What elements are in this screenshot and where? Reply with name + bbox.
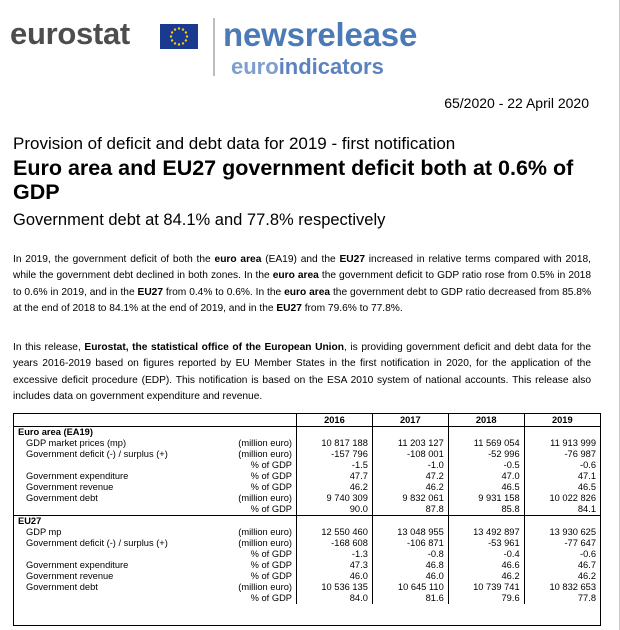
table-cell: 46.0: [372, 571, 448, 582]
row-label: GDP market prices (mp): [26, 438, 127, 448]
table-cell: 85.8: [448, 504, 524, 516]
table-row: [14, 538, 600, 549]
table-cell: -1.3: [297, 549, 373, 560]
table-row: [14, 504, 600, 516]
row-label: Government deficit (-) / surplus (+): [26, 538, 168, 548]
table-row: [14, 593, 600, 604]
row-label: Government revenue: [26, 571, 114, 581]
table-cell: -157 796: [297, 449, 373, 460]
year-header: 2019: [524, 414, 600, 427]
table-cell: -0.4: [448, 549, 524, 560]
table-cell: -1.5: [297, 460, 373, 471]
table-cell: 84.0: [297, 593, 373, 604]
table-cell: 46.7: [524, 560, 600, 571]
table-cell: -77 647: [524, 538, 600, 549]
table-cell: 10 645 110: [372, 582, 448, 593]
euroindicators-prefix: euro: [231, 54, 279, 79]
table-cell: 47.2: [372, 471, 448, 482]
table-cell: 13 492 897: [448, 527, 524, 538]
table-cell: 46.0: [297, 571, 373, 582]
year-header: 2018: [448, 414, 524, 427]
euroindicators-label: [231, 54, 384, 80]
table-cell: -0.5: [448, 460, 524, 471]
table-cell: 10 739 741: [448, 582, 524, 593]
table-cell: 81.6: [372, 593, 448, 604]
table-cell: -168 608: [297, 538, 373, 549]
article-headline: Euro area and EU27 government deficit both at 0.6% of GDP: [13, 156, 574, 204]
euroindicators-suffix: indicators: [278, 54, 384, 79]
row-unit: (million euro): [238, 538, 292, 548]
table-cell: -0.6: [524, 549, 600, 560]
table-cell: -108 001: [372, 449, 448, 460]
table-body: [14, 414, 600, 604]
row-label: Government debt: [26, 582, 98, 592]
table-cell: 13 048 955: [372, 527, 448, 538]
table-cell: 46.2: [297, 482, 373, 493]
table-row: [14, 527, 600, 538]
table-cell: 79.6: [448, 593, 524, 604]
row-label: Government expenditure: [26, 560, 129, 570]
table-cell: 10 817 188: [297, 438, 373, 449]
row-unit: % of GDP: [250, 549, 292, 559]
table-row: [14, 560, 600, 571]
table-cell: 11 203 127: [372, 438, 448, 449]
release-header: [10, 14, 610, 84]
release-reference: 65/2020 - 22 April 2020: [444, 95, 589, 111]
eurostat-logo-text: eurostat: [10, 16, 130, 51]
row-unit: (million euro): [238, 527, 292, 537]
row-label: [14, 593, 210, 604]
table-cell: 10 832 653: [524, 582, 600, 593]
table-group-row: [14, 427, 600, 439]
table-cell: 47.3: [297, 560, 373, 571]
row-label: Government revenue: [26, 482, 114, 492]
row-unit: (million euro): [238, 493, 292, 503]
table-header-row: [14, 414, 600, 427]
row-unit: (million euro): [238, 582, 292, 592]
row-unit: % of GDP: [250, 571, 292, 581]
row-unit: % of GDP: [250, 504, 292, 514]
row-unit: (million euro): [238, 438, 292, 448]
row-label: [14, 549, 210, 560]
table-cell: 46.2: [372, 482, 448, 493]
table-cell: -1.0: [372, 460, 448, 471]
row-label: [14, 460, 210, 471]
table-cell: -0.6: [524, 460, 600, 471]
row-unit: % of GDP: [250, 560, 292, 570]
table-cell: 47.1: [524, 471, 600, 482]
table-cell: -53 961: [448, 538, 524, 549]
table-cell: 46.8: [372, 560, 448, 571]
table-cell: 46.5: [524, 482, 600, 493]
year-header: 2016: [297, 414, 373, 427]
row-unit: % of GDP: [250, 471, 292, 481]
row-label: Government deficit (-) / surplus (+): [26, 449, 168, 459]
year-header: 2017: [372, 414, 448, 427]
article-kicker: Provision of deficit and debt data for 2019 - first notification: [13, 134, 456, 153]
group-label: Euro area (EA19): [18, 427, 93, 437]
table-row: [14, 582, 600, 593]
intro-paragraph: In 2019, the government deficit of both the euro area (EA19) and the EU27 increased in relative terms compared with 2018, while the government debt declined in both zones. In the euro area the government deficit to GDP ratio rose from 0.5% in 2018 to 0.6% in 2019, and in the EU27 from 0.4% to 0.6%. In the euro area the government debt to GDP ratio decreased from 85.8% at the end of 2018 to 84.1% at the end of 2019, and in the EU27 from 79.6% to 77.8%.: [13, 254, 592, 314]
table-cell: -106 871: [372, 538, 448, 549]
table-cell: 47.7: [297, 471, 373, 482]
table-cell: -52 996: [448, 449, 524, 460]
table-cell: 77.8: [524, 593, 600, 604]
table-row: [14, 438, 600, 449]
table-cell: 46.2: [524, 571, 600, 582]
table-row: [14, 571, 600, 582]
table-cell: 10 536 135: [297, 582, 373, 593]
row-unit: % of GDP: [250, 593, 292, 603]
row-label: Government expenditure: [26, 471, 129, 481]
row-label: [14, 504, 210, 516]
table-cell: 87.8: [372, 504, 448, 516]
header-divider: [213, 18, 215, 76]
table-cell: 47.0: [448, 471, 524, 482]
table-row: [14, 493, 600, 504]
table-cell: 90.0: [297, 504, 373, 516]
table-row: [14, 460, 600, 471]
group-label: EU27: [14, 516, 210, 528]
table-cell: 46.2: [448, 571, 524, 582]
newsrelease-title: newsrelease: [223, 16, 418, 53]
table-cell: 11 569 054: [448, 438, 524, 449]
table-cell: 84.1: [524, 504, 600, 516]
table-cell: 9 931 158: [448, 493, 524, 504]
article-subheadline: Government debt at 84.1% and 77.8% respectively: [13, 211, 386, 229]
table-cell: 13 930 625: [524, 527, 600, 538]
row-unit: (million euro): [238, 449, 292, 459]
row-unit: % of GDP: [250, 460, 292, 470]
table-group-row: [14, 516, 600, 528]
table-row: [14, 549, 600, 560]
table-cell: 46.5: [448, 482, 524, 493]
row-label: Government debt: [26, 493, 98, 503]
table-cell: 9 832 061: [372, 493, 448, 504]
table-cell: 46.6: [448, 560, 524, 571]
table-row: [14, 449, 600, 460]
table-cell: 10 022 826: [524, 493, 600, 504]
table-cell: -0.8: [372, 549, 448, 560]
deficit-debt-table: [13, 413, 601, 626]
table-cell: 11 913 999: [524, 438, 600, 449]
table-row: [14, 471, 600, 482]
row-unit: % of GDP: [250, 482, 292, 492]
table-row: [14, 482, 600, 493]
table-cell: 12 550 460: [297, 527, 373, 538]
table-cell: 9 740 309: [297, 493, 373, 504]
table-cell: -76 987: [524, 449, 600, 460]
row-label: GDP mp: [26, 527, 62, 537]
eu-flag-icon: [160, 24, 198, 49]
release-context-paragraph: In this release, Eurostat, the statistical office of the European Union, is providing government deficit and debt data for the years 2016-2019 based on figures reported by EU Member States in the first notification in 2020, for the application of the excessive deficit procedure (EDP). This notification is based on the ESA 2010 system of national accounts. This release also includes data on government expenditure and revenue.: [13, 342, 591, 402]
